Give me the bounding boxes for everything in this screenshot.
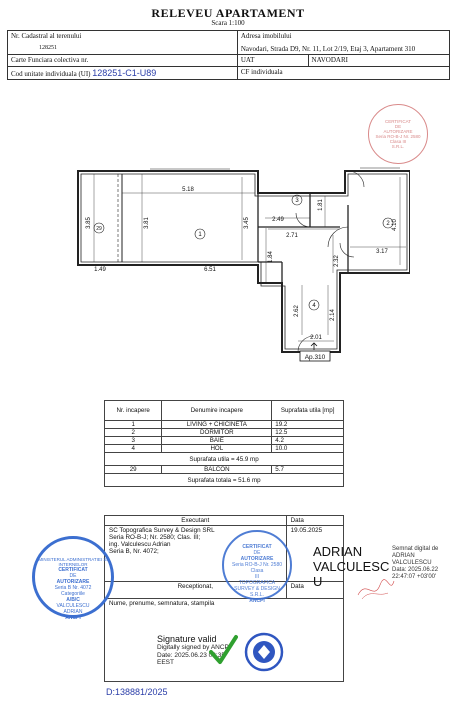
- receptionat-label: Receptionat,: [105, 582, 287, 599]
- suprafata-utila: Suprafata utila = 45.9 mp: [105, 453, 344, 466]
- checkmark-icon: [208, 634, 238, 668]
- executant-line: Seria B, Nr. 4072;: [109, 548, 159, 555]
- cell-nr: 3: [105, 437, 162, 445]
- table-row: [105, 445, 344, 453]
- signature-scribble-icon: [356, 575, 396, 603]
- stamp-text: DE: [394, 124, 402, 129]
- stamp-text: S.R.L.: [391, 144, 405, 149]
- dim-1-49: 1.49: [94, 267, 106, 273]
- cell-nr: 1: [105, 421, 162, 429]
- stamp-text: CERTIFICAT: [242, 544, 272, 550]
- cadastral-label: Nr. Cadastral al terenului: [11, 32, 82, 40]
- table-row: [105, 421, 344, 429]
- windows: [150, 168, 410, 255]
- col-header-area: Suprafata utila [mp]: [272, 401, 344, 421]
- executant-line: ing. Valculescu Adrian: [109, 541, 171, 548]
- ancpi-seal-icon: [244, 632, 284, 672]
- stamp-text: Clasa: [250, 568, 264, 574]
- dim-4-10: 4.10: [392, 219, 398, 231]
- cadastral-cell: [8, 31, 238, 55]
- room-3-label: 3: [295, 198, 299, 204]
- signature-meta-line: 22:47:07 +03'00': [392, 574, 437, 580]
- apartment-label: Ap.310: [304, 354, 326, 361]
- carte-label: Carte Funciara colectiva nr.: [8, 55, 238, 67]
- dim-3-17: 3.17: [376, 249, 388, 255]
- cell-area: 4.2: [272, 437, 344, 445]
- executant-line: SC Topografica Survey & Design SRL: [109, 527, 215, 534]
- dim-2-32: 2.32: [334, 255, 340, 267]
- signature-line: VALCULESC: [313, 559, 390, 574]
- stamp-text: MINISTERUL ADMINISTRATIEI SI INTERNELOR: [38, 557, 108, 567]
- cell-area: 12.5: [272, 429, 344, 437]
- cod-label: Cod unitate individuala (UI): [11, 70, 91, 78]
- document-id: D:138881/2025: [106, 687, 168, 697]
- dim-2-71: 2.71: [286, 233, 298, 239]
- exec-data-label: Data: [286, 516, 343, 526]
- dim-6-51: 6.51: [204, 267, 216, 273]
- address-value: Navodari, Strada D9, Nr. 11, Lot 2/19, Etaj 3, Apartament 310: [240, 45, 416, 53]
- cell-name: BALCON: [162, 466, 272, 474]
- validity-line: Date: 2025.06.23 09:35: [157, 651, 225, 659]
- cell-nr: 29: [105, 466, 162, 474]
- stamp-text: DE: [253, 550, 261, 556]
- cell-nr: 2: [105, 429, 162, 437]
- dimension-lines: [81, 174, 406, 341]
- room-1-label: 1: [198, 232, 202, 238]
- dim-3-81: 3.81: [144, 217, 150, 229]
- room-4-label: 4: [312, 303, 316, 309]
- dim-3-85: 3.85: [86, 217, 92, 229]
- cod-cell: [8, 67, 238, 80]
- executant-line: Seria RO-B-J; Nr. 2580; Clas. III;: [109, 534, 201, 541]
- dim-1-84: 1.84: [268, 251, 274, 263]
- stamp-text: AUTORIZARE: [383, 129, 413, 134]
- stamp-text: ADRIAN: [63, 609, 83, 615]
- apartment-tag: [300, 343, 330, 361]
- stamp-text: ANCPI: [249, 598, 265, 604]
- cadastral-value: 128251: [39, 45, 57, 51]
- surveyor-stamp: [32, 536, 114, 621]
- stamp-text: III: [254, 574, 260, 580]
- exec-date: 19.05.2025: [286, 526, 343, 582]
- digital-signature-meta: [392, 546, 456, 581]
- uat-value: NAVODARI: [308, 55, 449, 67]
- cell-name: LIVING + CHICINETA: [162, 421, 272, 429]
- validity-title: Signature valid: [157, 634, 217, 644]
- col-header-nr: Nr. incapere: [105, 401, 162, 421]
- uat-label: UAT: [237, 55, 308, 67]
- stamp-text: S.R.L.: [250, 592, 264, 598]
- company-stamp: [222, 530, 292, 604]
- signature-line: ADRIAN: [313, 544, 363, 559]
- cell-nr: 4: [105, 445, 162, 453]
- rooms-table: [104, 400, 344, 487]
- stamp-text: VALCULESCU: [56, 603, 90, 609]
- stamp-text: Seria RO-B-J Nr. 2580: [231, 562, 283, 568]
- dim-2-14: 2.14: [330, 309, 336, 321]
- address-label: Adresa imobilului: [240, 32, 292, 40]
- cell-name: DORMITOR: [162, 429, 272, 437]
- stamp-text: DE: [69, 573, 77, 579]
- cell-area: 19.2: [272, 421, 344, 429]
- header-table: [7, 30, 450, 80]
- faded-stamp: [368, 104, 428, 164]
- signature-line: U: [313, 574, 323, 589]
- cell-name: HOL: [162, 445, 272, 453]
- cell-area: 10.0: [272, 445, 344, 453]
- suprafata-totala: Suprafata totala = 51.6 mp: [105, 474, 344, 487]
- stamp-text: Clasa III: [389, 139, 407, 144]
- col-header-name: Denumire incapere: [162, 401, 272, 421]
- table-row: [105, 429, 344, 437]
- validity-line: EEST: [157, 659, 174, 666]
- stamp-text: A/B/C: [66, 597, 80, 603]
- cell-name: BAIE: [162, 437, 272, 445]
- document-title: RELEVEU APARTAMENT: [151, 6, 305, 20]
- receptionat-data-label: Data: [286, 582, 343, 599]
- dim-2-49: 2.49: [272, 217, 284, 223]
- floor-plan: [70, 165, 410, 365]
- dim-3-45: 3.45: [244, 217, 250, 229]
- stamp-text: CERTIFICAT: [384, 119, 412, 124]
- stamp-text: Seria RO-B-J Nr. 2580: [375, 134, 421, 139]
- table-row: [105, 466, 344, 474]
- signature-meta-line: VALCULESCU: [392, 560, 432, 566]
- stamp-text: SURVEY & DESIGN: [234, 586, 280, 592]
- executant-label: Executant: [105, 516, 287, 526]
- cod-value: 128251-C1-U89: [92, 68, 157, 78]
- stamp-text: TOPOGRAFICA: [238, 580, 276, 586]
- dim-2-01: 2.01: [310, 335, 322, 341]
- cell-area: 5.7: [272, 466, 344, 474]
- validity-line: Digitally signed by ANCPI: [157, 644, 231, 651]
- outer-walls: [78, 171, 410, 352]
- scale-label: Scara 1:100: [211, 19, 245, 27]
- stamp-text: AUTORIZARE: [56, 579, 90, 585]
- door-swings: [296, 171, 364, 352]
- cf-label: CF individuala: [237, 67, 449, 80]
- nume-label: Nume, prenume, semnatura, stampila: [109, 600, 215, 607]
- stamp-text: CERTIFICAT: [58, 567, 88, 573]
- table-row: [105, 437, 344, 445]
- address-cell: [237, 31, 449, 55]
- room-29-label: 29: [96, 226, 102, 232]
- stamp-text: Seria B Nr. 4072: [54, 585, 92, 591]
- signature-meta-line: Data: 2025.06.22: [392, 567, 439, 573]
- signature-meta-line: ADRIAN: [392, 553, 415, 559]
- room-2-label: 2: [386, 221, 390, 227]
- dim-1-81: 1.81: [318, 199, 324, 211]
- dim-5-18: 5.18: [182, 187, 194, 193]
- stamp-text: ANCPI: [65, 615, 81, 621]
- stamp-text: Categoriile: [61, 591, 85, 597]
- stamp-text: AUTORIZARE: [240, 556, 274, 562]
- signature-meta-line: Semnat digital de: [392, 546, 439, 552]
- dim-2-62: 2.62: [294, 305, 300, 317]
